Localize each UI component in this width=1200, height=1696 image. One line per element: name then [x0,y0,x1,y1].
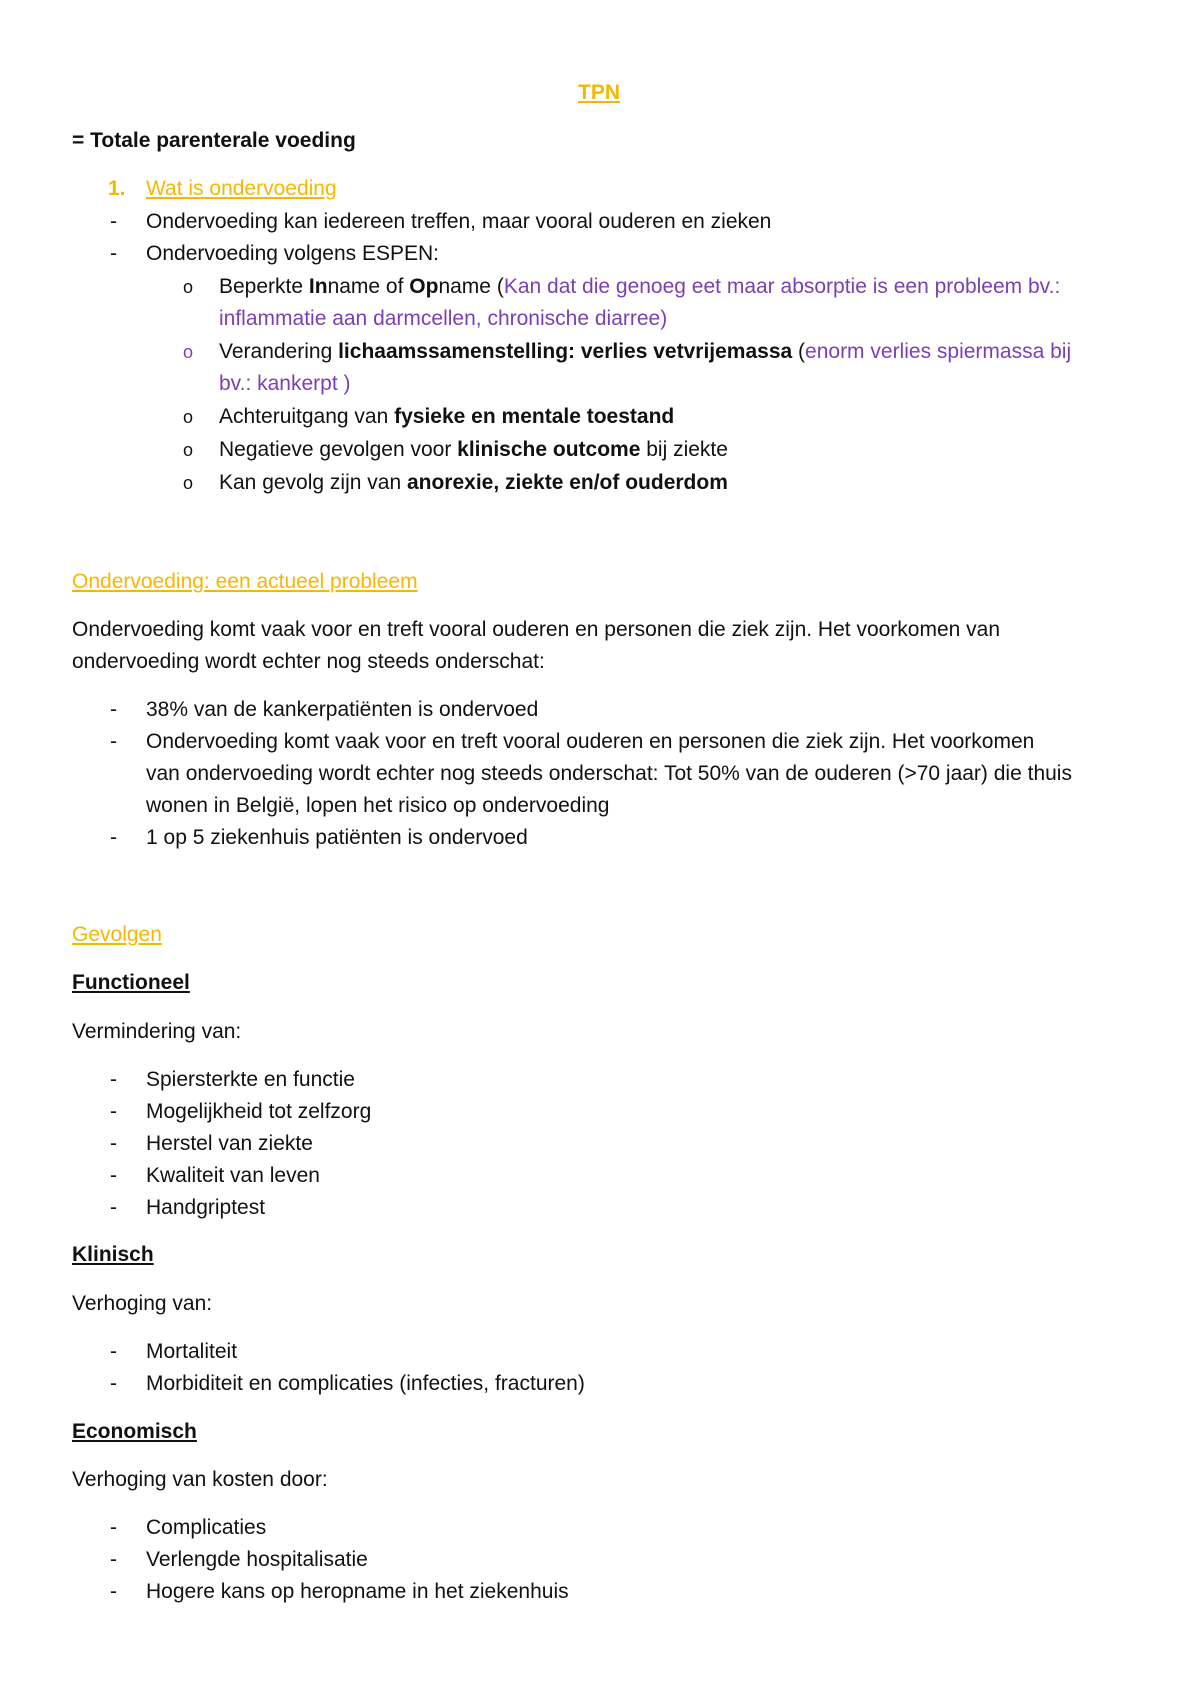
section3-heading: Gevolgen [72,923,162,946]
circle-marker: o [183,473,194,493]
document-subtitle: = Totale parenterale voeding [72,129,356,152]
paragraph: Ondervoeding komt vaak voor en treft vooral ouderen en personen die ziek zijn. Het voorkomen van [72,618,1001,641]
text-span: name ( [438,275,504,298]
circle-marker: o [183,277,194,297]
sub-list-item [219,271,1060,303]
list-item: Morbiditeit en complicaties (infecties, fracturen) [146,1372,585,1395]
bold-span: Op [409,275,439,298]
text-span: name of [327,275,410,298]
bold-span: lichaamssamenstelling: verlies vetvrijemassa [338,340,793,363]
dash-marker: - [110,698,117,721]
text-span: Achteruitgang van [219,405,395,428]
bold-span: anorexie, ziekte en/of ouderdom [406,471,728,494]
dash-marker: - [110,730,117,753]
dash-marker: - [110,826,117,849]
economisch-intro: Verhoging van kosten door: [72,1468,328,1491]
klinisch-intro: Verhoging van: [72,1292,213,1315]
sub-list-item-continued: inflammatie aan darmcellen, chronische diarree) [219,307,668,330]
list-item: Hogere kans op heropname in het ziekenhuis [146,1580,569,1603]
list-item-continued: wonen in België, lopen het risico op ondervoeding [146,794,610,817]
text-span: ( [792,340,806,363]
dash-marker: - [110,1132,117,1155]
dash-marker: - [110,1068,117,1091]
list-item: Handgriptest [146,1196,266,1219]
dash-marker: - [110,242,117,265]
list-item: 1 op 5 ziekenhuis patiënten is ondervoed [146,826,528,849]
dash-marker: - [110,1196,117,1219]
dash-marker: - [110,1372,117,1395]
sub-list-item [219,467,728,499]
section1-heading: Wat is ondervoeding [146,177,337,200]
functioneel-heading: Functioneel [72,971,190,994]
bold-span: In [308,275,328,298]
document-title: TPN [578,81,620,104]
text-span: Kan gevolg zijn van [219,471,407,494]
section2-heading: Ondervoeding: een actueel probleem [72,570,418,593]
list-item: Ondervoeding komt vaak voor en treft vooral ouderen en personen die ziek zijn. Het voorkomen [146,730,1035,753]
text-span: Verandering [219,340,339,363]
economisch-heading: Economisch [72,1420,197,1443]
dash-marker: - [110,1580,117,1603]
list-item: 38% van de kankerpatiënten is ondervoed [146,698,539,721]
list-item: Mortaliteit [146,1340,238,1363]
list-item: Ondervoeding volgens ESPEN: [146,242,440,265]
sub-list-item-continued: bv.: kankerpt ) [219,372,351,395]
dash-marker: - [110,1164,117,1187]
circle-marker: o [183,407,194,427]
dash-marker: - [110,210,117,233]
bold-span: klinische outcome [457,438,641,461]
dash-marker: - [110,1100,117,1123]
list-item: Kwaliteit van leven [146,1164,320,1187]
sub-list-item [219,336,1071,368]
text-span: Negatieve gevolgen voor [219,438,458,461]
functioneel-intro: Vermindering van: [72,1020,242,1043]
list-item-continued: van ondervoeding wordt echter nog steeds onderschat: Tot 50% van de ouderen (>70 jaar) die thuis [146,762,1072,785]
circle-marker: o [183,342,194,362]
text-span: bij ziekte [640,438,728,461]
list-item: Mogelijkheid tot zelfzorg [146,1100,372,1123]
text-span: Beperkte [219,275,309,298]
bold-span: fysieke en mentale toestand [394,405,675,428]
sub-list-item [219,401,674,433]
list-item: Verlengde hospitalisatie [146,1548,368,1571]
note-span: Kan dat die genoeg eet maar absorptie is een probleem bv.: [503,275,1061,298]
section1-number: 1. [108,177,126,200]
dash-marker: - [110,1516,117,1539]
dash-marker: - [110,1340,117,1363]
klinisch-heading: Klinisch [72,1243,154,1266]
note-span: enorm verlies spiermassa bij [805,340,1072,363]
list-item: Complicaties [146,1516,267,1539]
circle-marker: o [183,440,194,460]
list-item: Spiersterkte en functie [146,1068,355,1091]
paragraph: ondervoeding wordt echter nog steeds onderschat: [72,650,545,673]
dash-marker: - [110,1548,117,1571]
sub-list-item [219,434,728,466]
list-item: Herstel van ziekte [146,1132,313,1155]
list-item: Ondervoeding kan iedereen treffen, maar vooral ouderen en zieken [146,210,772,233]
